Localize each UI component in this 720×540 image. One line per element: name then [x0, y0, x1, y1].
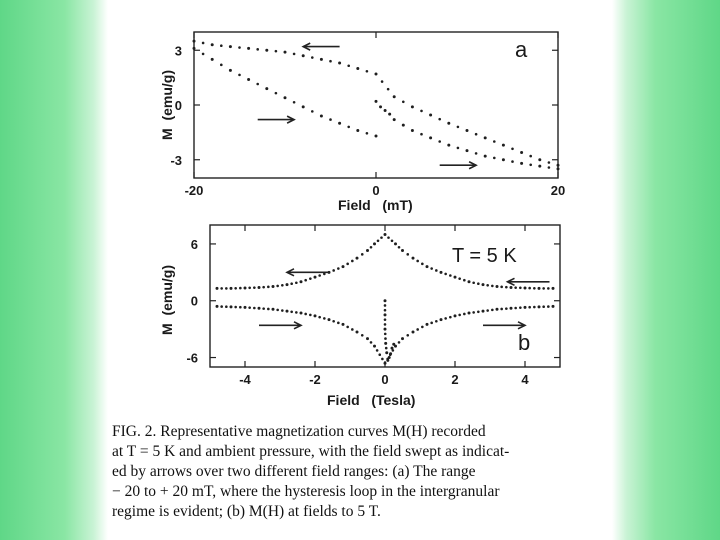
data-point: [302, 105, 305, 108]
data-point: [538, 158, 541, 161]
data-point-interp: [477, 310, 480, 313]
data-point: [411, 105, 414, 108]
data-point: [356, 330, 359, 333]
data-point: [258, 307, 261, 310]
data-point: [314, 314, 317, 317]
data-point: [557, 164, 560, 167]
caption-line: at T = 5 K and ambient pressure, with the field swept as indicat-: [112, 443, 510, 460]
data-point: [412, 330, 415, 333]
data-point-interp: [347, 126, 350, 129]
data-point: [388, 356, 391, 359]
data-point: [389, 352, 392, 355]
temperature-annotation: T = 5 K: [452, 245, 517, 267]
data-point: [510, 307, 513, 310]
data-point-interp: [500, 308, 503, 311]
data-point: [411, 129, 414, 132]
data-point-interp: [384, 309, 387, 312]
data-point-interp: [384, 304, 387, 307]
data-point-interp: [475, 133, 478, 136]
caption-line: regime is evident; (b) M(H) at fields to 5 T.: [112, 503, 381, 520]
data-point-interp: [398, 341, 401, 344]
data-point-interp: [505, 286, 508, 289]
data-point-interp: [547, 287, 550, 290]
data-point-interp: [449, 316, 452, 319]
data-point: [440, 271, 443, 274]
data-point-interp: [384, 323, 387, 326]
data-point-interp: [528, 287, 531, 290]
data-point: [229, 45, 232, 48]
y-tick-label: 6: [190, 236, 198, 252]
data-point: [447, 144, 450, 147]
data-point: [510, 286, 513, 289]
data-point: [482, 310, 485, 313]
data-point: [386, 359, 389, 362]
data-point-interp: [542, 287, 545, 290]
data-point: [447, 122, 450, 125]
data-point-interp: [420, 110, 423, 113]
data-point: [244, 286, 247, 289]
data-point: [375, 72, 378, 75]
panel-b: [159, 225, 560, 408]
data-point-interp: [505, 307, 508, 310]
data-point: [300, 312, 303, 315]
data-point-interp: [304, 279, 307, 282]
data-point: [375, 135, 378, 138]
data-point: [328, 318, 331, 321]
data-point-interp: [323, 317, 326, 320]
data-point: [402, 124, 405, 127]
data-point: [454, 276, 457, 279]
data-point: [193, 47, 196, 50]
data-point-interp: [256, 83, 259, 86]
data-point: [552, 287, 555, 290]
data-point-interp: [290, 282, 293, 285]
data-point-interp: [275, 50, 278, 53]
data-point-interp: [234, 306, 237, 309]
data-point-interp: [253, 307, 256, 310]
data-point: [502, 144, 505, 147]
data-point: [286, 310, 289, 313]
data-point-interp: [533, 306, 536, 309]
data-point-interp: [202, 42, 205, 45]
data-point: [429, 136, 432, 139]
data-point: [300, 280, 303, 283]
data-point: [338, 122, 341, 125]
data-point: [230, 287, 233, 290]
data-point: [394, 242, 397, 245]
data-point-interp: [202, 53, 205, 56]
data-point-interp: [381, 80, 384, 83]
data-point: [520, 151, 523, 154]
data-point-interp: [511, 160, 514, 163]
data-point: [211, 58, 214, 61]
data-point-interp: [347, 64, 350, 67]
data-point-interp: [318, 316, 321, 319]
data-point: [302, 54, 305, 57]
data-point-interp: [493, 140, 496, 143]
data-point: [247, 47, 250, 50]
data-point: [557, 167, 560, 170]
data-point: [229, 69, 232, 72]
data-point: [356, 257, 359, 260]
data-point-interp: [262, 307, 265, 310]
data-point-interp: [398, 246, 401, 249]
data-point: [393, 95, 396, 98]
data-point-interp: [256, 48, 259, 51]
data-point-interp: [449, 274, 452, 277]
data-point-interp: [220, 305, 223, 308]
data-point: [384, 299, 387, 302]
data-point-interp: [463, 279, 466, 282]
data-point-interp: [430, 322, 433, 325]
data-point-interp: [318, 274, 321, 277]
data-point-interp: [378, 353, 381, 356]
data-point-interp: [295, 311, 298, 314]
data-point: [375, 100, 378, 103]
data-point: [426, 265, 429, 268]
data-point: [384, 109, 387, 112]
data-point-interp: [346, 326, 349, 329]
data-point: [468, 312, 471, 315]
data-point-interp: [225, 305, 228, 308]
data-point: [366, 249, 369, 252]
data-point: [392, 343, 395, 346]
data-point-interp: [548, 161, 551, 164]
data-point: [440, 318, 443, 321]
data-point: [272, 308, 275, 311]
data-point-interp: [511, 148, 514, 151]
data-point-interp: [238, 46, 241, 49]
data-point-interp: [475, 152, 478, 155]
data-point-interp: [384, 333, 387, 336]
data-point-interp: [519, 286, 522, 289]
data-point-interp: [370, 246, 373, 249]
data-point-interp: [329, 118, 332, 121]
data-point: [379, 105, 382, 108]
data-point-interp: [542, 305, 545, 308]
data-point-interp: [361, 253, 364, 256]
data-point-interp: [406, 334, 409, 337]
data-point: [401, 249, 404, 252]
data-point: [524, 306, 527, 309]
data-point-interp: [387, 88, 390, 91]
data-point-interp: [438, 118, 441, 121]
data-point: [401, 337, 404, 340]
data-point: [216, 287, 219, 290]
data-point: [466, 129, 469, 132]
data-point: [272, 285, 275, 288]
data-point-interp: [533, 287, 536, 290]
data-point-interp: [486, 284, 489, 287]
panel-b-label: b: [518, 330, 531, 355]
data-point: [314, 276, 317, 279]
x-tick-label: 0: [381, 372, 389, 387]
data-point: [384, 313, 387, 316]
x-tick-label: -4: [239, 372, 251, 387]
data-point-interp: [435, 269, 438, 272]
y-tick-label: -6: [186, 350, 198, 366]
data-point-interp: [309, 314, 312, 317]
data-point: [366, 337, 369, 340]
data-point-interp: [238, 74, 241, 77]
data-point-interp: [376, 349, 379, 352]
data-point-interp: [385, 347, 388, 350]
data-point-interp: [290, 310, 293, 313]
caption-line: − 20 to + 20 mT, where the hysteresis loop in the intergranular: [112, 483, 500, 500]
data-point: [496, 285, 499, 288]
data-point-interp: [547, 305, 550, 308]
data-point-interp: [477, 282, 480, 285]
data-point-interp: [384, 318, 387, 321]
data-point: [320, 58, 323, 61]
data-point-interp: [239, 306, 242, 309]
data-point-interp: [416, 260, 419, 263]
data-point: [211, 43, 214, 46]
data-point-interp: [491, 285, 494, 288]
x-tick-label: 20: [550, 183, 566, 198]
data-point: [454, 314, 457, 317]
data-point-interp: [304, 313, 307, 316]
data-point-interp: [248, 286, 251, 289]
data-point-interp: [491, 309, 494, 312]
data-point: [484, 136, 487, 139]
data-point-interp: [381, 358, 384, 361]
data-point-interp: [514, 286, 517, 289]
data-point-interp: [293, 101, 296, 104]
data-point-interp: [281, 309, 284, 312]
data-point: [342, 323, 345, 326]
data-point-interp: [239, 287, 242, 290]
data-point-interp: [220, 287, 223, 290]
data-point: [466, 149, 469, 152]
data-point: [426, 323, 429, 326]
data-point: [391, 347, 394, 350]
data-point-interp: [435, 320, 438, 323]
data-point-interp: [387, 236, 390, 239]
data-point-interp: [457, 126, 460, 129]
data-point: [356, 67, 359, 70]
y-tick-label: 3: [174, 43, 182, 59]
data-point-interp: [225, 287, 228, 290]
data-point: [342, 265, 345, 268]
data-point: [384, 342, 387, 345]
data-point-interp: [366, 70, 369, 73]
panel-a: [159, 32, 565, 213]
data-point: [524, 286, 527, 289]
data-point-interp: [458, 277, 461, 280]
data-point: [468, 280, 471, 283]
data-point-interp: [332, 269, 335, 272]
data-point-interp: [311, 56, 314, 59]
data-point-interp: [366, 132, 369, 135]
data-point-interp: [384, 337, 387, 340]
data-point-interp: [337, 267, 340, 270]
data-point-interp: [421, 326, 424, 329]
data-point-interp: [444, 317, 447, 320]
data-point-interp: [486, 309, 489, 312]
data-point: [244, 306, 247, 309]
data-point: [284, 96, 287, 99]
data-point: [388, 113, 391, 116]
data-point: [284, 51, 287, 54]
data-point-interp: [529, 155, 532, 158]
data-point: [320, 114, 323, 117]
data-point-interp: [416, 328, 419, 331]
data-point-interp: [380, 236, 383, 239]
data-point: [384, 362, 387, 365]
data-point: [385, 351, 388, 354]
x-tick-label: 0: [372, 183, 380, 198]
panel-b-ylabel: M (emu/g): [159, 265, 175, 335]
data-point-interp: [430, 267, 433, 270]
data-point: [484, 155, 487, 158]
data-point-interp: [220, 44, 223, 47]
data-point: [286, 283, 289, 286]
data-point: [384, 233, 387, 236]
data-point-interp: [493, 157, 496, 160]
panel-a-frame: [194, 32, 558, 178]
data-point-interp: [500, 286, 503, 289]
data-point: [265, 87, 268, 90]
data-point-interp: [267, 286, 270, 289]
data-point: [373, 345, 376, 348]
data-point-interp: [234, 287, 237, 290]
data-point-interp: [528, 306, 531, 309]
data-point: [216, 305, 219, 308]
data-point: [429, 114, 432, 117]
data-point-interp: [420, 133, 423, 136]
data-point-interp: [458, 314, 461, 317]
data-point-interp: [529, 163, 532, 166]
data-point-interp: [391, 239, 394, 242]
y-tick-label: -3: [170, 152, 182, 168]
data-point-interp: [444, 273, 447, 276]
data-point-interp: [421, 263, 424, 266]
data-point-interp: [329, 60, 332, 63]
data-point: [538, 287, 541, 290]
panel-a-label: a: [515, 37, 528, 62]
panel-b-xlabel: Field (Tesla): [327, 392, 416, 408]
data-point-interp: [472, 311, 475, 314]
data-point-interp: [346, 263, 349, 266]
data-point-interp: [351, 260, 354, 263]
x-tick-label: 2: [451, 372, 459, 387]
data-point-interp: [309, 277, 312, 280]
data-point-interp: [332, 320, 335, 323]
data-point-interp: [519, 306, 522, 309]
data-point: [193, 40, 196, 43]
data-point-interp: [463, 313, 466, 316]
data-point-interp: [406, 253, 409, 256]
data-point-interp: [377, 239, 380, 242]
data-point-interp: [361, 334, 364, 337]
data-point-interp: [457, 147, 460, 150]
x-tick-label: -20: [184, 183, 204, 198]
data-point: [230, 305, 233, 308]
data-point-interp: [337, 322, 340, 325]
y-tick-label: 0: [190, 293, 198, 309]
panel-a-ylabel: M (emu/g): [159, 70, 175, 140]
data-point-interp: [262, 286, 265, 289]
data-point: [538, 165, 541, 168]
data-point-interp: [267, 308, 270, 311]
data-point: [393, 118, 396, 121]
data-point-interp: [220, 64, 223, 67]
data-point: [552, 305, 555, 308]
data-point-interp: [351, 328, 354, 331]
data-point: [384, 328, 387, 331]
data-point-interp: [311, 110, 314, 113]
data-point-interp: [253, 286, 256, 289]
figure-caption: [112, 422, 608, 522]
data-point-interp: [548, 166, 551, 169]
data-point-interp: [275, 92, 278, 95]
caption-line: FIG. 2. Representative magnetization curves M(H) recorded: [112, 423, 486, 440]
data-point: [502, 158, 505, 161]
data-point: [412, 257, 415, 260]
data-point-interp: [295, 281, 298, 284]
data-point: [258, 286, 261, 289]
data-point: [373, 242, 376, 245]
caption-line: ed by arrows over two different field ranges: (a) The range: [112, 463, 476, 480]
data-point-interp: [281, 284, 284, 287]
data-point: [338, 62, 341, 65]
data-point: [482, 283, 485, 286]
data-point-interp: [514, 307, 517, 310]
x-tick-label: 4: [521, 372, 529, 387]
data-point: [356, 129, 359, 132]
y-tick-label: 0: [174, 98, 182, 113]
data-point-interp: [248, 306, 251, 309]
panel-a-xlabel: Field (mT): [338, 197, 413, 213]
x-tick-label: -2: [309, 372, 321, 387]
data-point-interp: [472, 281, 475, 284]
data-point: [496, 308, 499, 311]
data-point-interp: [438, 140, 441, 143]
data-point: [265, 49, 268, 52]
data-point: [538, 305, 541, 308]
data-point-interp: [402, 101, 405, 104]
data-point-interp: [276, 285, 279, 288]
data-point-interp: [293, 53, 296, 56]
data-point-interp: [370, 341, 373, 344]
data-point: [520, 162, 523, 165]
data-point: [247, 78, 250, 81]
data-point-interp: [276, 309, 279, 312]
